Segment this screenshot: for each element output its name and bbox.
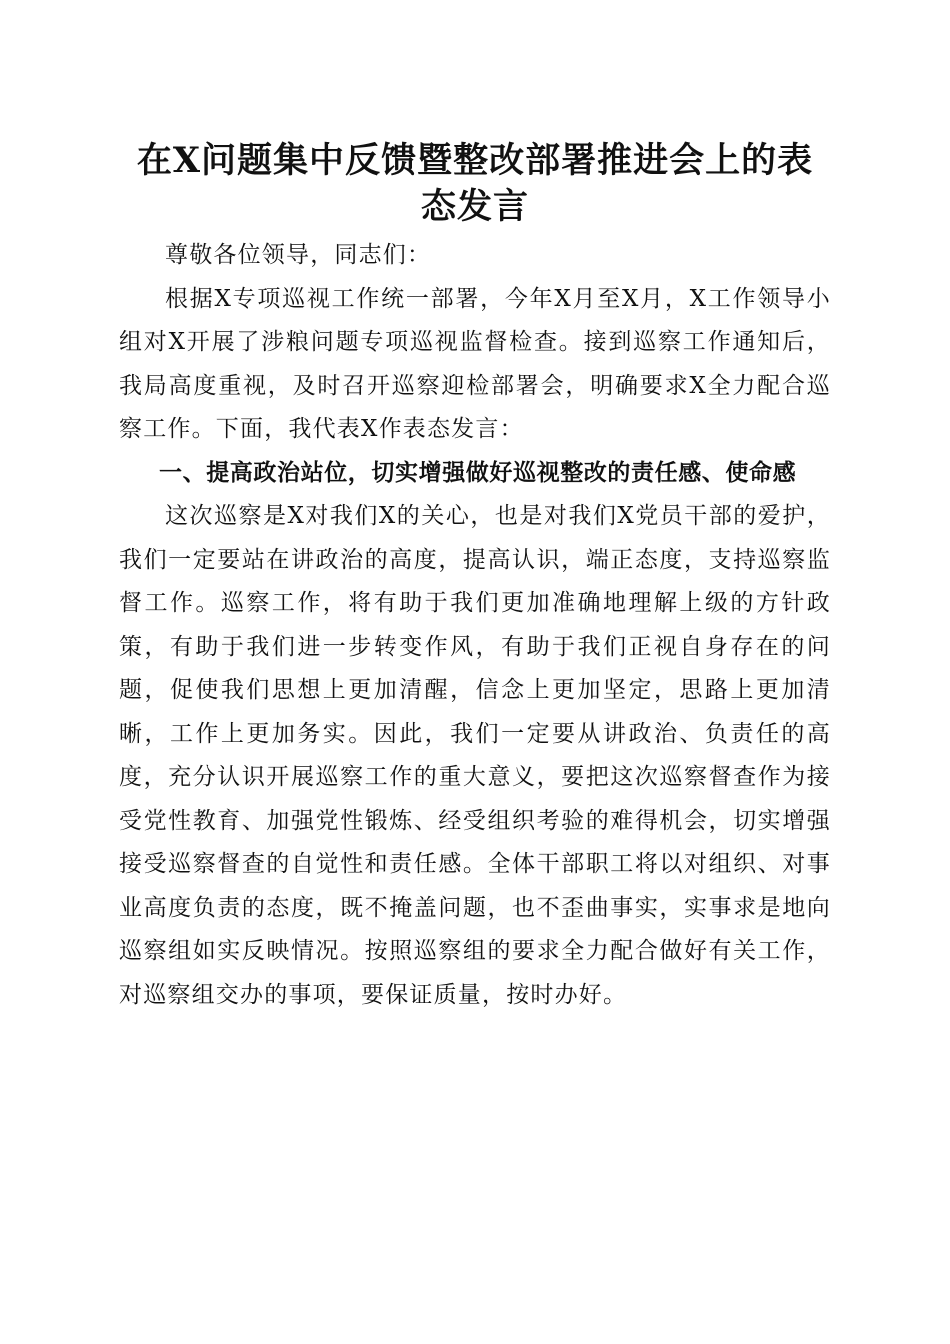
document-page — [119, 138, 831, 1017]
document-title: 在X问题集中反馈暨整改部署推进会上的表态发言 — [136, 140, 814, 227]
salutation: 尊敬各位领导，同志们： — [165, 242, 432, 268]
section-1-heading: 一、提高政治站位，切实增强做好巡视整改的责任感、使命感 — [159, 459, 797, 486]
section-1-body: 这次巡察是X对我们X的关心，也是对我们X党员干部的爱护，我们一定要站在讲政治的高度，提高认识，端正态度，支持巡察监督工作。巡察工作，将有助于我们更加准确地理解上级的方针政策，有助于我们进一步转变作风，有助于我们正视自身存在的问题，促使我们思想上更加清醒，信念上更加坚定，思路上更加清晰，工作上更加务实。因此，我们一定要从讲政治、负责任的高度，充分认识开展巡察工作的重大意义，要把这次巡察督查作为接受党性教育、加强党性锻炼、经受组织考验的难得机会，切实增强接受巡察督查的自觉性和责任感。全体干部职工将以对组织、对事业高度负责的态度，既不掩盖问题，也不歪曲事实，实事求是地向巡察组如实反映情况。按照巡察组的要求全力配合做好有关工作，对巡察组交办的事项，要保证质量，按时办好。 — [119, 503, 831, 1008]
intro-paragraph: 根据X专项巡视工作统一部署，今年X月至X月，X工作领导小组对X开展了涉粮问题专项巡视监督检查。接到巡察工作通知后，我局高度重视，及时召开巡察迎检部署会，明确要求X全力配合巡察工作。下面，我代表X作表态发言： — [119, 285, 831, 442]
